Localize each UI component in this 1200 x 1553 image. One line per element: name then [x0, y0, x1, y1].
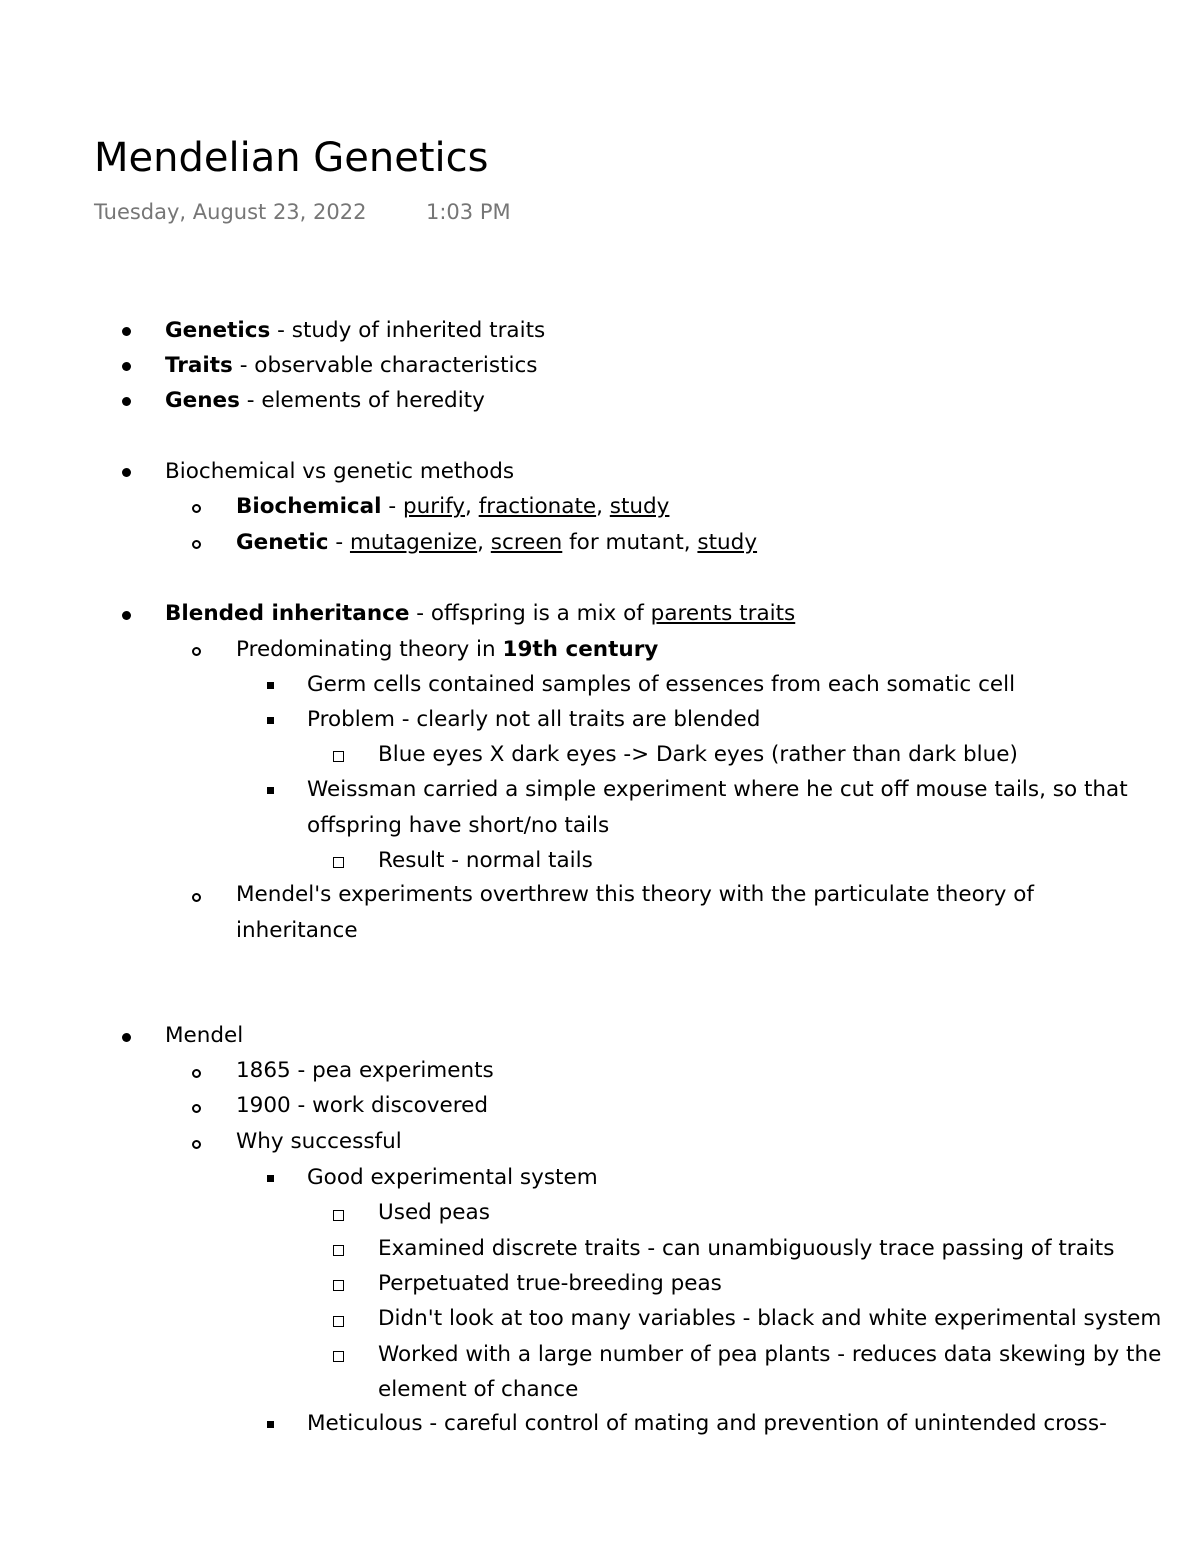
list-item-germ: Germ cells contained samples of essences from each somatic cell	[307, 672, 1016, 697]
list-item-traits: Traits - observable characteristics	[165, 353, 538, 378]
list-item-blue-eyes: Blue eyes X dark eyes -> Dark eyes (rather than dark blue)	[378, 742, 1018, 767]
bullet-dot-icon	[122, 362, 131, 371]
list-item-genetics: Genetics - study of inherited traits	[165, 318, 546, 343]
bullet-hollow-square-icon	[333, 857, 344, 868]
list-item-why: Why successful	[236, 1129, 402, 1154]
list-item-mendel: Mendel	[165, 1023, 244, 1048]
list-item-genetic: Genetic - mutagenize, screen for mutant, study	[236, 530, 758, 555]
list-item-weissman: Weissman carried a simple experiment where he cut off mouse tails, so that	[307, 777, 1128, 802]
list-item-1900: 1900 - work discovered	[236, 1093, 488, 1118]
bullet-circle-icon	[192, 893, 201, 902]
list-item-blended: Blended inheritance - offspring is a mix of parents traits	[165, 601, 796, 626]
bullet-square-icon	[267, 717, 274, 724]
bullet-circle-icon	[192, 647, 201, 656]
bullet-square-icon	[267, 787, 274, 794]
bullet-circle-icon	[192, 1104, 201, 1113]
bullet-dot-icon	[122, 468, 131, 477]
list-item-problem: Problem - clearly not all traits are blended	[307, 707, 761, 732]
list-item-biochemical: Biochemical - purify, fractionate, study	[236, 494, 670, 519]
bullet-circle-icon	[192, 504, 201, 513]
list-item-true-breeding: Perpetuated true-breeding peas	[378, 1271, 722, 1296]
bullet-dot-icon	[122, 327, 131, 336]
bullet-hollow-square-icon	[333, 1280, 344, 1291]
note-time: 1:03 PM	[426, 200, 511, 224]
list-item-1865: 1865 - pea experiments	[236, 1058, 494, 1083]
list-item-mendel-experiments: Mendel's experiments overthrew this theory with the particulate theory of	[236, 882, 1034, 907]
list-item-methods: Biochemical vs genetic methods	[165, 459, 515, 484]
bullet-circle-icon	[192, 540, 201, 549]
list-item-mendel-experiments-cont: inheritance	[236, 918, 358, 943]
bullet-dot-icon	[122, 1033, 131, 1042]
bullet-circle-icon	[192, 1069, 201, 1078]
list-item-used-peas: Used peas	[378, 1200, 490, 1225]
bullet-circle-icon	[192, 1140, 201, 1149]
bullet-square-icon	[267, 682, 274, 689]
bullet-dot-icon	[122, 397, 131, 406]
list-item-genes: Genes - elements of heredity	[165, 388, 485, 413]
bullet-square-icon	[267, 1175, 274, 1182]
list-item-result: Result - normal tails	[378, 848, 593, 873]
bullet-square-icon	[267, 1421, 274, 1428]
bullet-hollow-square-icon	[333, 1351, 344, 1362]
list-item-predominating: Predominating theory in 19th century	[236, 637, 659, 662]
note-date: Tuesday, August 23, 2022	[94, 200, 367, 224]
bullet-hollow-square-icon	[333, 1316, 344, 1327]
list-item-good-system: Good experimental system	[307, 1165, 598, 1190]
list-item-weissman-cont: offspring have short/no tails	[307, 813, 610, 838]
page-title: Mendelian Genetics	[94, 135, 489, 181]
bullet-hollow-square-icon	[333, 1210, 344, 1221]
list-item-variables: Didn't look at too many variables - black and white experimental system	[378, 1306, 1162, 1331]
list-item-large-number-cont: element of chance	[378, 1377, 579, 1402]
list-item-meticulous: Meticulous - careful control of mating and prevention of unintended cross-	[307, 1411, 1107, 1436]
list-item-large-number: Worked with a large number of pea plants - reduces data skewing by the	[378, 1342, 1162, 1367]
bullet-hollow-square-icon	[333, 751, 344, 762]
list-item-discrete: Examined discrete traits - can unambiguously trace passing of traits	[378, 1236, 1115, 1261]
bullet-hollow-square-icon	[333, 1245, 344, 1256]
bullet-dot-icon	[122, 611, 131, 620]
